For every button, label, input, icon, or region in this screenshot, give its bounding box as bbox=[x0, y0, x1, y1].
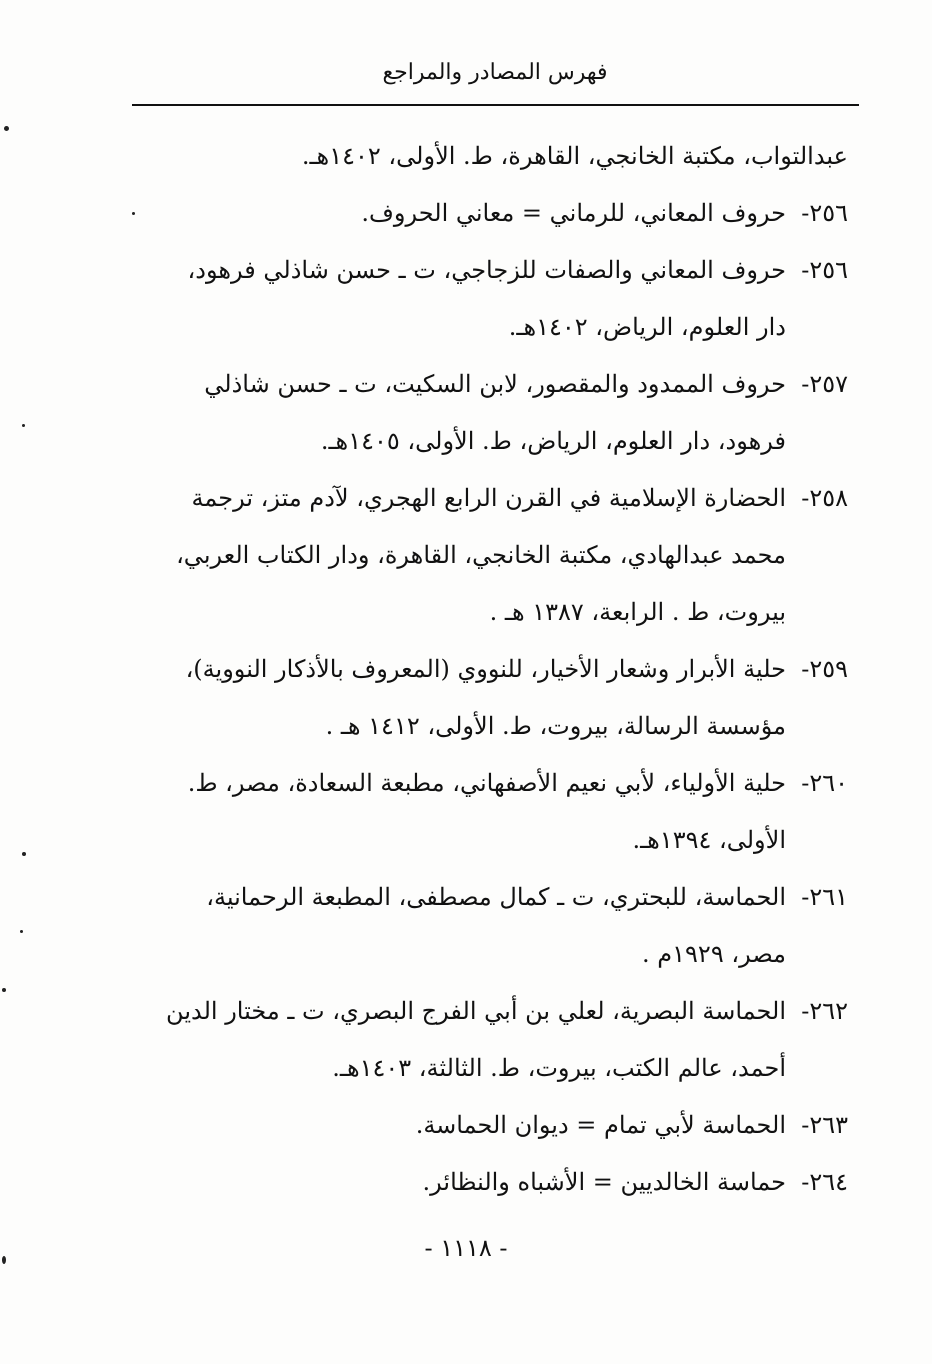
entry-line: الحماسة لأبي تمام = ديوان الحماسة. bbox=[415, 1111, 786, 1139]
scan-speck bbox=[20, 930, 23, 933]
entry-line: فرهود، دار العلوم، الرياض، ط. الأولى، ١٤٠٥هـ. bbox=[320, 427, 786, 455]
entry-line: حروف الممدود والمقصور، لابن السكيت، ت ـ حسن شاذلي bbox=[204, 370, 786, 398]
scan-speck bbox=[4, 126, 9, 131]
entry-number: ٢٦٤- bbox=[801, 1168, 848, 1196]
entry-line: الأولى، ١٣٩٤هـ. bbox=[632, 826, 786, 854]
entry-number: ٢٦١- bbox=[801, 883, 848, 911]
bibliography-entry-258 bbox=[132, 470, 848, 641]
bibliography-entry-263 bbox=[132, 1097, 848, 1154]
entry-number: ٢٦٠- bbox=[801, 769, 848, 797]
entry-line: حلية الأبرار وشعار الأخيار، للنووي (المعروف بالأذكار النووية)، bbox=[185, 655, 786, 683]
entry-line: عبدالتواب، مكتبة الخانجي، القاهرة، ط. الأولى، ١٤٠٢هـ. bbox=[301, 142, 848, 170]
bibliography-entry-264 bbox=[132, 1154, 848, 1211]
bibliography-entry-259 bbox=[132, 641, 848, 755]
bibliography-entry-256b bbox=[132, 242, 848, 356]
entry-line: بيروت، ط . الرابعة، ١٣٨٧ هـ . bbox=[489, 598, 786, 626]
scan-speck bbox=[22, 852, 26, 856]
scan-speck bbox=[132, 212, 135, 215]
bibliography-entry-continued bbox=[132, 128, 848, 185]
entry-line: الحماسة البصرية، لعلي بن أبي الفرج البصري، ت ـ مختار الدين bbox=[166, 997, 786, 1025]
entry-number: ٢٦٣- bbox=[801, 1111, 848, 1139]
entry-line: مؤسسة الرسالة، بيروت، ط. الأولى، ١٤١٢ هـ . bbox=[325, 712, 786, 740]
entry-number: ٢٥٩- bbox=[801, 655, 848, 683]
entry-number: ٢٥٨- bbox=[801, 484, 848, 512]
bibliography-list bbox=[132, 128, 848, 1211]
bibliography-entry-261 bbox=[132, 869, 848, 983]
bibliography-entry-257 bbox=[132, 356, 848, 470]
entry-line: دار العلوم، الرياض، ١٤٠٢هـ. bbox=[508, 313, 786, 341]
entry-line: محمد عبدالهادي، مكتبة الخانجي، القاهرة، ودار الكتاب العربي، bbox=[176, 541, 786, 569]
entry-number: ٢٦٢- bbox=[801, 997, 848, 1025]
bibliography-entry-256a bbox=[132, 185, 848, 242]
entry-line: الحماسة، للبحتري، ت ـ كمال مصطفى، المطبعة الرحمانية، bbox=[206, 883, 786, 911]
running-header: فهرس المصادر والمراجع bbox=[382, 60, 608, 85]
entry-line: أحمد، عالم الكتب، بيروت، ط. الثالثة، ١٤٠٣هـ. bbox=[332, 1054, 786, 1082]
scan-speck bbox=[2, 1256, 6, 1264]
entry-line: الحضارة الإسلامية في القرن الرابع الهجري، لآدم متز، ترجمة bbox=[191, 484, 786, 512]
entry-number: ٢٥٧- bbox=[801, 370, 848, 398]
entry-line: حروف المعاني والصفات للزجاجي، ت ـ حسن شاذلي فرهود، bbox=[187, 256, 786, 284]
page-number: - ١١١٨ - bbox=[424, 1234, 508, 1262]
scan-speck bbox=[22, 424, 25, 427]
entry-number: ٢٥٦- bbox=[801, 256, 848, 284]
scan-speck bbox=[2, 988, 6, 992]
entry-line: حروف المعاني، للرماني = معاني الحروف. bbox=[361, 199, 786, 227]
bibliography-entry-262 bbox=[132, 983, 848, 1097]
entry-line: مصر، ١٩٢٩م . bbox=[642, 940, 786, 968]
entry-line: حماسة الخالديين = الأشباه والنظائر. bbox=[422, 1168, 786, 1196]
header-rule bbox=[132, 104, 859, 106]
entry-number: ٢٥٦- bbox=[801, 199, 848, 227]
bibliography-entry-260 bbox=[132, 755, 848, 869]
entry-line: حلية الأولياء، لأبي نعيم الأصفهاني، مطبعة السعادة، مصر، ط. bbox=[187, 769, 786, 797]
